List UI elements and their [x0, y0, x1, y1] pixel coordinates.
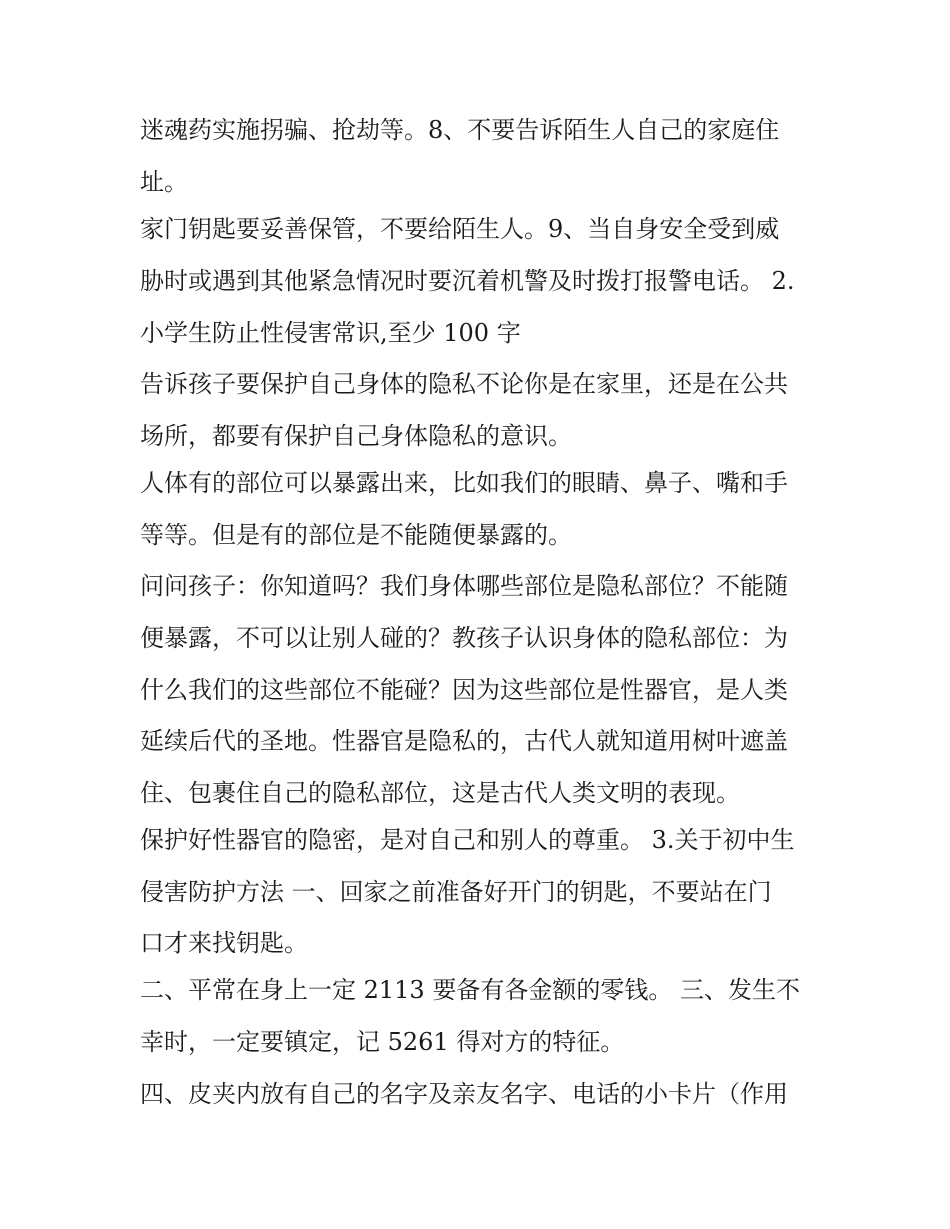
text-line: 问问孩子：你知道吗？我们身体哪些部位是隐私部位？不能随: [140, 572, 788, 600]
text-line: 四、皮夹内放有自己的名字及亲友名字、电话的小卡片（作用: [140, 1080, 788, 1108]
text-line: 场所，都要有保护自己身体隐私的意识。: [140, 422, 572, 450]
text-line: 住、包裹住自己的隐私部位，这是古代人类文明的表现。: [140, 779, 740, 807]
text-line: 家门钥匙要妥善保管，不要给陌生人。9、当自身安全受到威: [140, 215, 780, 243]
text-line: 什么我们的这些部位不能碰？因为这些部位是性器官，是人类: [140, 676, 788, 704]
text-line: 胁时或遇到其他紧急情况时要沉着机警及时拨打报警电话。 2.: [140, 267, 795, 295]
text-line: 等等。但是有的部位是不能随便暴露的。: [140, 521, 572, 549]
text-line: 口才来找钥匙。: [140, 929, 308, 957]
text-line: 址。: [140, 168, 188, 196]
text-line: 人体有的部位可以暴露出来，比如我们的眼睛、鼻子、嘴和手: [140, 469, 788, 497]
text-line: 迷魂药实施拐骗、抢劫等。8、不要告诉陌生人自己的家庭住: [140, 116, 780, 144]
text-line: 幸时，一定要镇定，记 5261 得对方的特征。: [140, 1028, 625, 1056]
text-line: 告诉孩子要保护自己身体的隐私不论你是在家里，还是在公共: [140, 370, 788, 398]
text-line: 二、平常在身上一定 2113 要备有各金额的零钱。 三、发生不: [140, 976, 800, 1004]
text-line: 便暴露，不可以让别人碰的？教孩子认识身体的隐私部位：为: [140, 624, 788, 652]
text-line: 小学生防止性侵害常识,至少 100 字: [140, 319, 521, 347]
text-line: 保护好性器官的隐密，是对自己和别人的尊重。 3.关于初中生: [140, 826, 795, 854]
text-line: 延续后代的圣地。性器官是隐私的，古代人就知道用树叶遮盖: [140, 727, 788, 755]
text-line: 侵害防护方法 一、回家之前准备好开门的钥匙，不要站在门: [140, 878, 772, 906]
